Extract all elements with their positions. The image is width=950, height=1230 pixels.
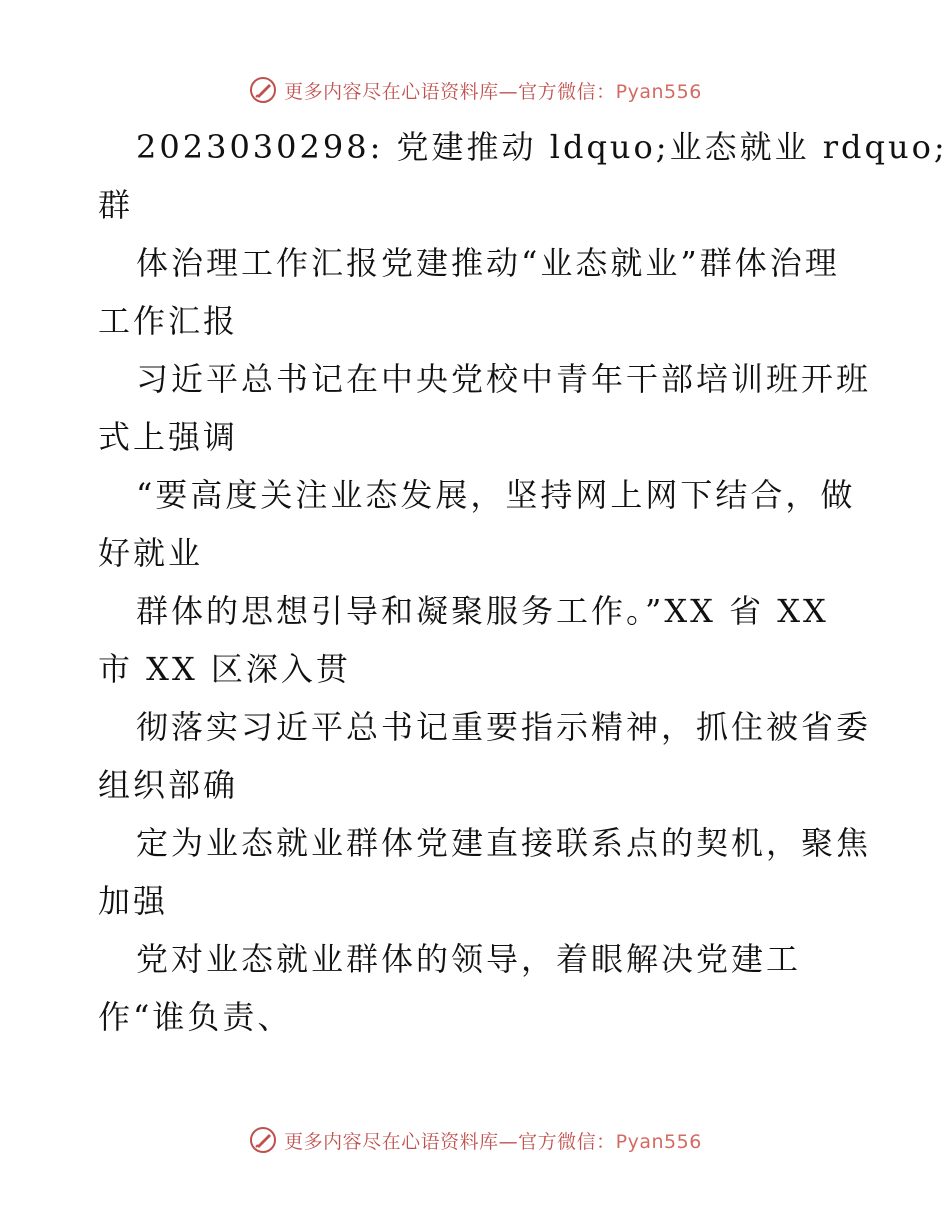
paragraph-line: 加强 xyxy=(98,882,169,920)
paragraph-line: 作“谁负责、 xyxy=(98,998,293,1036)
paragraph xyxy=(98,582,858,698)
watermark-text xyxy=(284,77,702,104)
paragraph-line: 市 XX 区深入贯 xyxy=(98,650,351,688)
paragraph-line: 彻落实习近平总书记重要指示精神，抓住被省委 xyxy=(136,708,872,746)
watermark-wechat-id: Pyan556 xyxy=(615,80,702,103)
paragraph-line: 2023030298: 党建推动 ldquo;业态就业 rdquo; xyxy=(136,128,948,166)
paragraph xyxy=(98,930,858,1046)
watermark-prefix: 更多内容尽在心语资料库—官方微信： xyxy=(284,1130,616,1153)
paragraph xyxy=(98,698,872,814)
paragraph xyxy=(98,118,948,234)
document-body xyxy=(98,118,948,1046)
paragraph xyxy=(98,234,858,350)
paragraph xyxy=(98,466,858,582)
paragraph-line: 式上强调 xyxy=(98,418,239,456)
paragraph-line: 好就业 xyxy=(98,534,204,572)
quill-logo-icon xyxy=(248,1125,278,1155)
watermark-text xyxy=(284,1127,702,1154)
paragraph-line: 定为业态就业群体党建直接联系点的契机，聚焦 xyxy=(136,824,872,862)
paragraph-line: 体治理工作汇报党建推动“业态就业”群体治理 xyxy=(136,244,840,282)
paragraph xyxy=(98,350,872,466)
watermark-prefix: 更多内容尽在心语资料库—官方微信： xyxy=(284,80,616,103)
paragraph-line: 组织部确 xyxy=(98,766,239,804)
paragraph-line: 工作汇报 xyxy=(98,302,239,340)
paragraph-line: “要高度关注业态发展，坚持网上网下结合，做 xyxy=(136,476,856,514)
footer-watermark xyxy=(0,1120,950,1160)
quill-logo-icon xyxy=(248,75,278,105)
paragraph-line: 群体的思想引导和凝聚服务工作。”XX 省 XX xyxy=(136,592,829,630)
paragraph-line: 习近平总书记在中央党校中青年干部培训班开班 xyxy=(136,360,872,398)
paragraph-line: 群 xyxy=(98,186,134,224)
paragraph xyxy=(98,814,872,930)
watermark-wechat-id: Pyan556 xyxy=(615,1130,702,1153)
header-watermark xyxy=(0,70,950,110)
paragraph-line: 党对业态就业群体的领导，着眼解决党建工 xyxy=(136,940,802,978)
